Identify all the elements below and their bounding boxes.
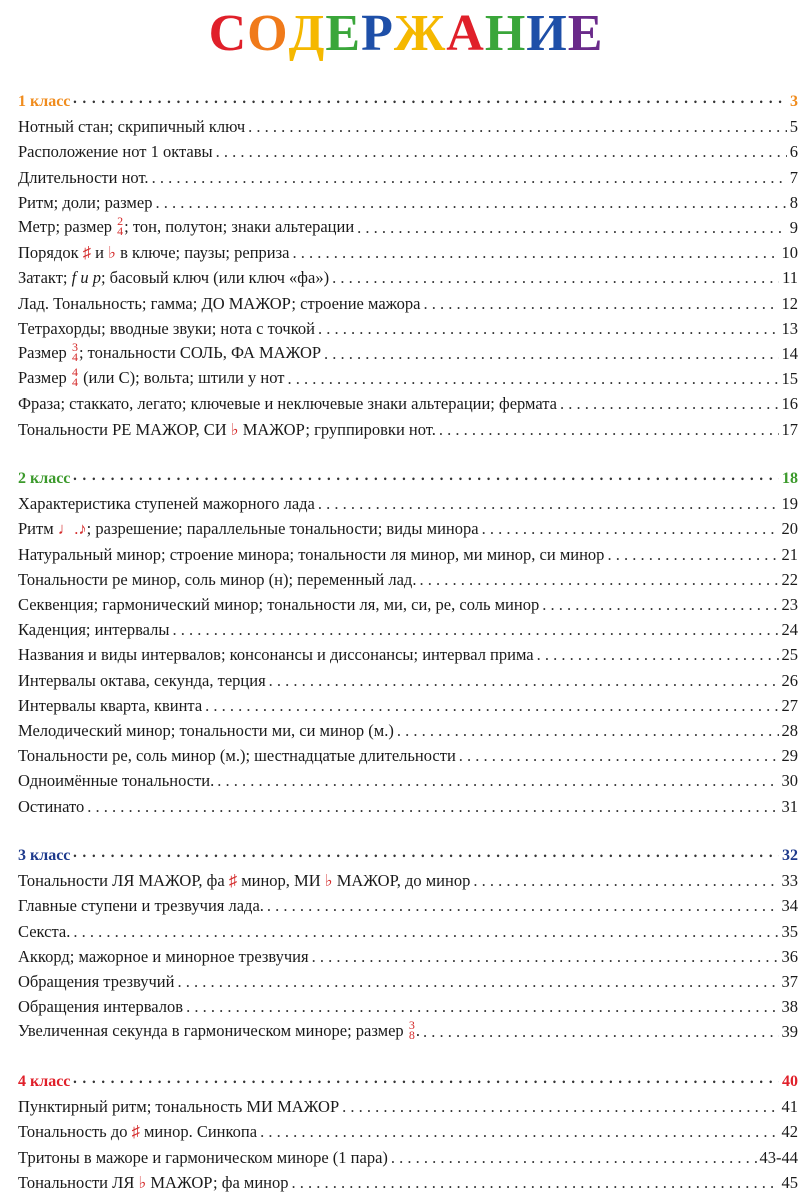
title-letter: Ж (393, 5, 447, 62)
section-label: 1 класс (18, 93, 71, 110)
entry-text (18, 365, 285, 390)
dot-leader (73, 468, 779, 489)
entry-text (18, 420, 436, 440)
entry-text-part: ; басовый ключ (или ключ «фа») (100, 268, 330, 288)
dot-leader (172, 620, 778, 640)
toc-entry[interactable] (18, 993, 798, 1017)
toc-entry[interactable] (18, 742, 798, 766)
time-signature-numerator: 4 (71, 365, 78, 380)
title-letter: С (208, 5, 248, 62)
toc-entry[interactable] (18, 113, 798, 137)
dot-leader (537, 645, 779, 665)
entry-page: 29 (781, 746, 798, 766)
title-letter: Е (325, 5, 362, 62)
dot-leader (73, 1071, 779, 1092)
entry-page: 37 (781, 972, 798, 991)
dot-leader (473, 871, 778, 891)
entry-page: 25 (781, 645, 798, 665)
time-signature (408, 1018, 415, 1043)
title-letter: О (247, 5, 289, 62)
dot-leader (155, 193, 786, 213)
entry-text: Натуральный минор; строение минора; тональности ля минор, ми минор, си минор (18, 544, 605, 564)
entry-page: 24 (781, 620, 798, 640)
entry-text (18, 268, 329, 288)
dot-leader (357, 218, 787, 238)
entry-text: Тональности ре, соль минор (м.); шестнадцатые длительности (18, 746, 456, 766)
entry-page: 5 (789, 117, 798, 137)
toc-entry[interactable] (18, 390, 798, 414)
title-letter: И (526, 5, 568, 62)
dot-leader (332, 268, 779, 288)
dot-leader (217, 771, 778, 791)
dot-leader (318, 494, 779, 514)
dot-leader (248, 117, 787, 137)
entry-text-part: Размер (18, 342, 71, 362)
entry-text (18, 243, 289, 263)
title-letter: Д (288, 5, 326, 62)
dot-leader (152, 168, 787, 188)
dot-leader (267, 896, 779, 916)
entry-text-part: ; тональности СОЛЬ, ФА МАЖОР (78, 342, 322, 362)
entry-text (18, 340, 322, 364)
toc-entry[interactable] (18, 867, 798, 891)
toc-entry[interactable] (18, 767, 798, 791)
section-label: 3 класс (18, 847, 71, 864)
toc-entry[interactable] (18, 340, 798, 364)
entry-page: 6 (789, 142, 798, 162)
toc-entry[interactable] (18, 1018, 798, 1042)
entry-page: 19 (781, 494, 798, 514)
entry-page: 33 (781, 871, 798, 891)
section-header[interactable] (18, 88, 798, 112)
dot-leader (292, 243, 778, 263)
dot-leader (177, 972, 778, 992)
entry-text-part: минор, МИ (237, 871, 325, 891)
time-signature-denominator: 4 (117, 224, 124, 238)
section-page: 18 (782, 470, 798, 487)
toc-entry[interactable] (18, 892, 798, 916)
entry-text: Пунктирный ритм; тональность МИ МАЖОР (18, 1097, 340, 1117)
entry-text-part: (или С); вольта; штили у нот (78, 367, 285, 387)
dot-leader (260, 1122, 778, 1142)
entry-page: 14 (781, 344, 798, 363)
entry-text-part: Размер (18, 367, 71, 387)
entry-text: Фраза; стаккато, легато; ключевые и неключевые знаки альтерации; фермата (18, 394, 557, 414)
toc-entry[interactable] (18, 290, 798, 314)
section-header[interactable] (18, 842, 798, 866)
entry-text: Длительности нот. (18, 167, 149, 187)
entry-text: Мелодический минор; тональности ми, си минор (м.) (18, 721, 394, 740)
entry-text: Обращения трезвучий (18, 972, 175, 991)
entry-page: 7 (789, 167, 798, 187)
entry-page: 20 (781, 519, 798, 539)
dot-leader (391, 1148, 757, 1168)
section-header[interactable] (18, 465, 798, 489)
toc-entry[interactable] (18, 943, 798, 967)
entry-page: 15 (781, 369, 798, 389)
toc-entry[interactable] (18, 717, 798, 741)
dot-leader (397, 721, 779, 741)
entry-page: 45 (781, 1172, 798, 1192)
dot-leader (312, 947, 779, 967)
toc-entry[interactable] (18, 365, 798, 389)
dot-leader (423, 1022, 779, 1042)
entry-page: 21 (781, 544, 798, 564)
entry-page: 31 (781, 796, 798, 816)
dot-leader (287, 369, 778, 389)
entry-text: Остинато (18, 796, 85, 816)
entry-page: 16 (781, 394, 798, 414)
entry-text: Тритоны в мажоре и гармоническом миноре (1 пара) (18, 1147, 388, 1167)
time-signature-denominator: 8 (408, 1028, 415, 1043)
page-title (0, 6, 812, 62)
toc-entry[interactable] (18, 641, 798, 665)
section-label: 4 класс (18, 1073, 71, 1090)
entry-text (18, 1018, 420, 1043)
dot-leader (439, 420, 779, 440)
dot-leader (186, 997, 778, 1017)
toc-entry[interactable] (18, 541, 798, 565)
toc-entry[interactable] (18, 315, 798, 339)
toc-entry[interactable] (18, 515, 798, 539)
entry-text-part: и (91, 243, 109, 263)
entry-text-part: ; разрешение; параллельные тональности; виды минора (86, 519, 479, 539)
dot-leader (73, 91, 787, 112)
dot-leader (216, 142, 787, 162)
entry-page: 10 (781, 243, 798, 263)
entry-text: Ритм; доли; размер (18, 192, 153, 212)
music-symbol-icon: ♯ (228, 871, 238, 891)
music-symbol-icon: ♯ (131, 1122, 140, 1142)
entry-text (18, 871, 470, 891)
dot-leader (269, 671, 779, 691)
toc-entry[interactable] (18, 164, 798, 188)
entry-page: 39 (781, 1022, 798, 1042)
toc-entry[interactable] (18, 692, 798, 716)
dot-leader (87, 797, 778, 817)
entry-text: Аккорд; мажорное и минорное трезвучия (18, 946, 309, 966)
toc-entry[interactable] (18, 793, 798, 817)
entry-page: 30 (781, 771, 798, 791)
music-symbol-icon: ♭ (108, 243, 116, 263)
title-letter: Е (567, 5, 604, 62)
entry-page: 17 (781, 419, 798, 439)
entry-text: Интервалы октава, секунда, терция (18, 670, 266, 690)
entry-text-part: МАЖОР, до минор (332, 871, 471, 891)
dot-leader (459, 746, 779, 766)
entry-text-part: в ключе; паузы; реприза (115, 243, 290, 263)
section-page: 32 (782, 847, 798, 864)
entry-text (18, 519, 479, 539)
entry-page: 36 (781, 946, 798, 966)
entry-page: 42 (781, 1122, 798, 1142)
entry-text: Главные ступени и трезвучия лада. (18, 896, 264, 916)
dot-leader (73, 845, 779, 866)
entry-text-part: МАЖОР; группировки нот. (238, 419, 436, 439)
dot-leader (607, 545, 778, 565)
section-page: 40 (782, 1073, 798, 1090)
music-symbol-icon: ♯ (82, 243, 92, 263)
entry-text: Названия и виды интервалов; консонансы и диссонансы; интервал прима (18, 645, 534, 665)
entry-text: Характеристика ступеней мажорного лада (18, 494, 315, 514)
title-letter: Р (361, 5, 394, 62)
entry-page: 27 (781, 695, 798, 715)
entry-text-part: Затакт; (18, 268, 72, 288)
time-signature-numerator: 3 (408, 1018, 415, 1033)
entry-page: 28 (781, 721, 798, 740)
music-symbol-icon: ♭ (138, 1172, 147, 1192)
time-signature-denominator: 4 (71, 350, 78, 364)
dot-leader (560, 394, 779, 414)
toc-entry[interactable] (18, 591, 798, 615)
entry-page: 26 (781, 670, 798, 690)
title-letter: Н (484, 5, 527, 62)
dot-leader (292, 1173, 779, 1193)
music-symbol-icon: ♭ (324, 871, 333, 891)
entry-page: 12 (781, 293, 798, 313)
entry-page: 8 (789, 192, 798, 212)
toc-entry[interactable] (18, 416, 798, 440)
dot-leader (423, 294, 778, 314)
toc-entry[interactable] (18, 239, 798, 263)
entry-text: Секвенция; гармонический минор; тональности ля, ми, си, ре, соль минор (18, 595, 540, 614)
entry-text (18, 214, 355, 238)
entry-text (18, 1173, 289, 1193)
dot-leader (324, 344, 778, 364)
toc-entry[interactable] (18, 566, 798, 590)
entry-text-part: ; тон, полутон; знаки альтерации (124, 216, 355, 236)
entry-text: Расположение нот 1 октавы (18, 142, 213, 162)
entry-page: 43-44 (759, 1147, 798, 1167)
entry-text: Нотный стан; скрипичный ключ (18, 117, 246, 137)
toc-entry[interactable] (18, 918, 798, 942)
entry-page: 9 (789, 218, 798, 237)
entry-page: 38 (781, 997, 798, 1017)
entry-text: Интервалы кварта, квинта (18, 695, 203, 715)
section-label: 2 класс (18, 470, 71, 487)
section-page: 3 (790, 93, 798, 110)
music-symbol-icon: ♩.♪ (57, 519, 87, 539)
time-signature (72, 342, 78, 362)
entry-page: 22 (781, 569, 798, 589)
entry-text-part: Тональности РЕ МАЖОР, СИ (18, 419, 231, 439)
toc-entry[interactable] (18, 667, 798, 691)
entry-text: Обращения интервалов (18, 997, 184, 1017)
entry-text-part: Увеличенная секунда в гармоническом миноре; размер (18, 1021, 408, 1041)
entry-text: Каденция; интервалы (18, 620, 170, 640)
toc-entry[interactable] (18, 264, 798, 288)
time-signature-numerator: 3 (71, 340, 78, 354)
entry-page: 34 (781, 896, 798, 916)
entry-text-part: Тональности ЛЯ (18, 1172, 139, 1192)
entry-text-part: Порядок (18, 243, 83, 263)
entry-text-part: МАЖОР; фа минор (146, 1172, 289, 1192)
entry-text-part: . (415, 1021, 420, 1041)
toc-entry[interactable] (18, 616, 798, 640)
time-signature-numerator: 2 (117, 214, 124, 228)
dot-leader (542, 595, 778, 615)
music-symbol-icon: ♭ (230, 419, 239, 439)
toc-entry[interactable] (18, 138, 798, 162)
entry-text-part: Ритм (18, 519, 58, 539)
dot-leader (342, 1097, 778, 1117)
dot-leader (419, 570, 778, 590)
entry-page: 41 (781, 1097, 798, 1117)
dot-leader (205, 696, 778, 716)
entry-page: 23 (781, 595, 798, 614)
toc-entry[interactable] (18, 1144, 798, 1168)
toc-entry[interactable] (18, 1118, 798, 1142)
toc-entry[interactable] (18, 1093, 798, 1117)
entry-text: Тональности ре минор, соль минор (н); переменный лад. (18, 569, 417, 589)
entry-text-part: Тональности ЛЯ МАЖОР, фа (18, 871, 229, 891)
dot-leader (318, 319, 779, 339)
entry-text-part: Тональность до (18, 1122, 132, 1142)
time-signature-denominator: 4 (71, 375, 78, 390)
entry-text (18, 1122, 257, 1142)
dot-leader (482, 519, 779, 539)
entry-text: Тетрахорды; вводные звуки; нота с точкой (18, 318, 315, 338)
entry-text-part: Метр; размер (18, 216, 117, 236)
toc-entry[interactable] (18, 1169, 798, 1193)
toc-entry[interactable] (18, 490, 798, 514)
dot-leader (73, 922, 778, 942)
toc-entry[interactable] (18, 214, 798, 238)
entry-page: 11 (782, 268, 798, 288)
entry-text: Одноимённые тональности. (18, 771, 215, 791)
dynamics-text: f и p (71, 268, 101, 288)
entry-page: 13 (781, 318, 798, 338)
title-letter: А (446, 5, 485, 62)
entry-text-part: минор. Синкопа (139, 1122, 258, 1142)
entry-text: Секста. (18, 921, 71, 941)
entry-page: 35 (781, 921, 798, 941)
entry-text: Лад. Тональность; гамма; ДО МАЖОР; строение мажора (18, 293, 421, 313)
time-signature (71, 365, 78, 390)
toc-entry[interactable] (18, 968, 798, 992)
section-header[interactable] (18, 1068, 798, 1092)
toc-entry[interactable] (18, 189, 798, 213)
time-signature (117, 216, 123, 236)
